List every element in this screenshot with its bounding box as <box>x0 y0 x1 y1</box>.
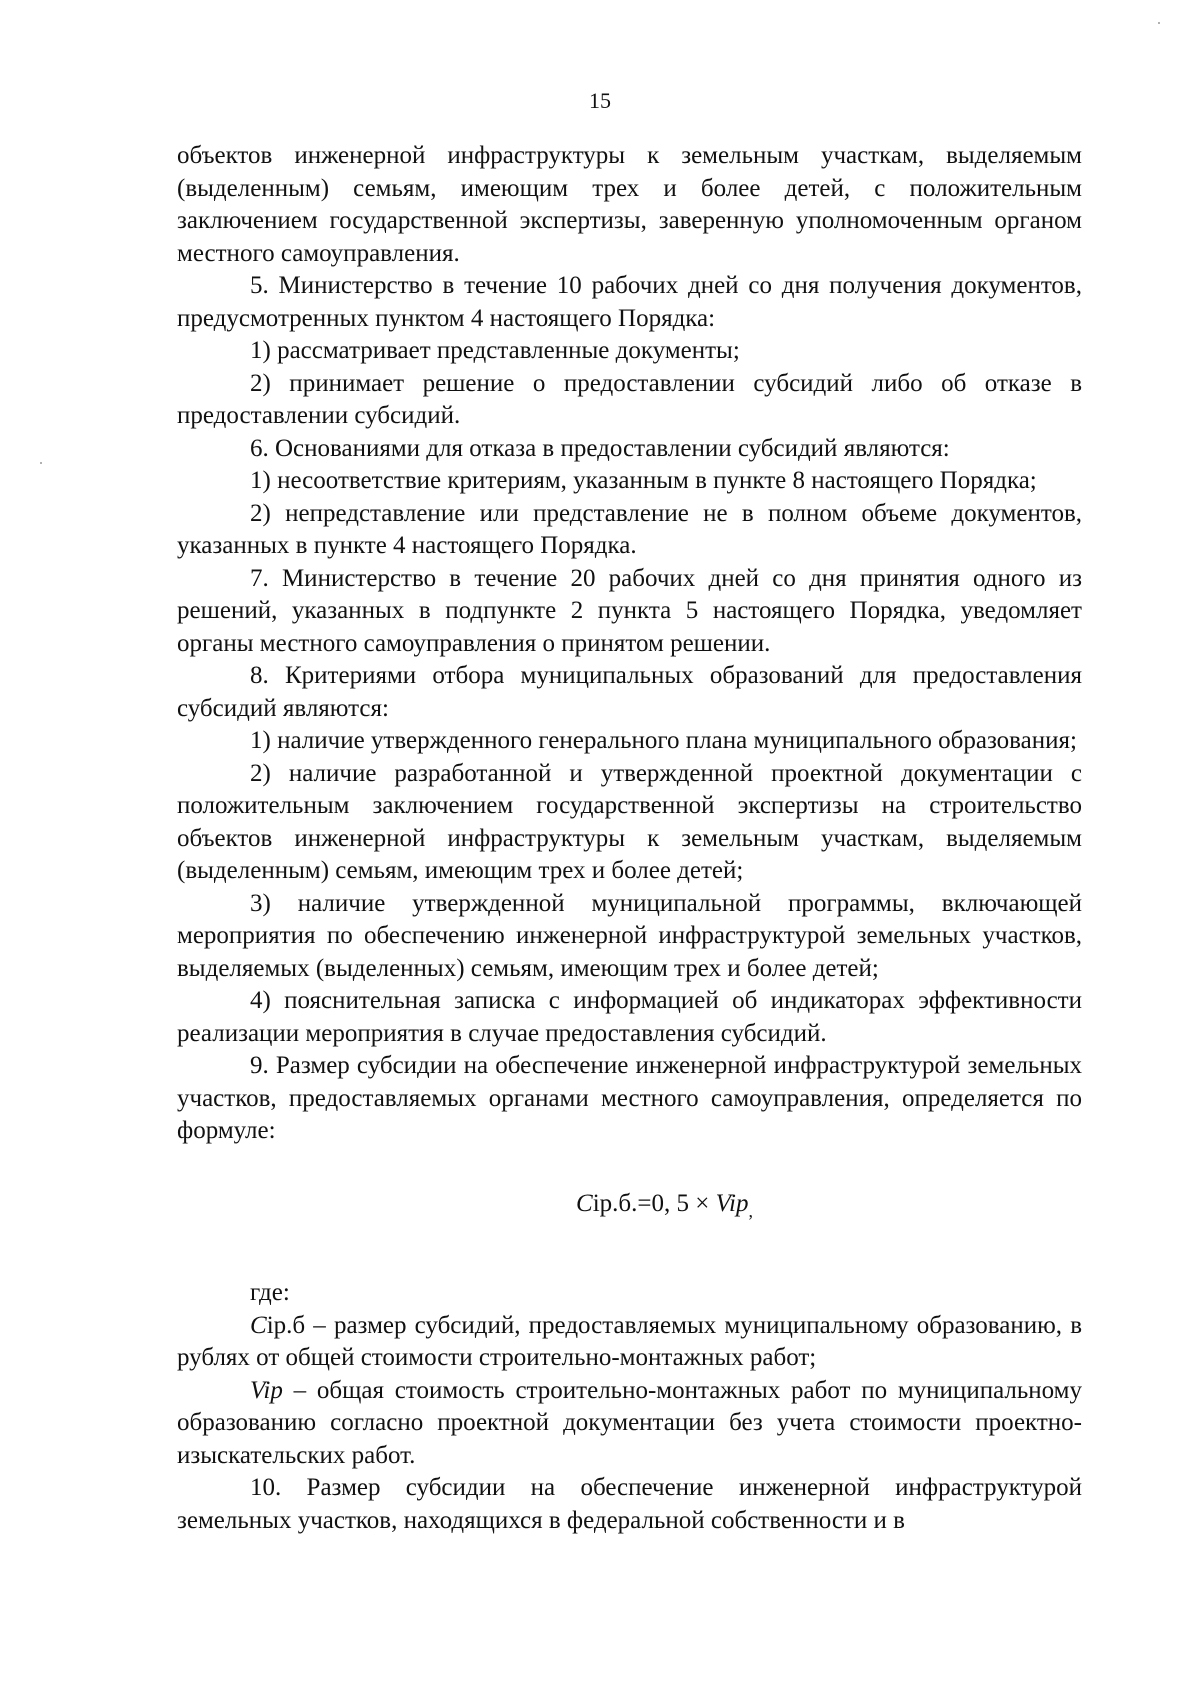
scan-speck <box>40 462 42 464</box>
definition-var-rest: ip.б <box>266 1311 306 1339</box>
paragraph: 1) несоответствие критериям, указанным в пункте 8 настоящего Порядка; <box>250 467 1037 494</box>
definition-text: – общая стоимость строительно-монтажных работ по муниципальному образованию согласно проектной документации без учета стоимости проектно-изыскательских работ. <box>177 1376 1082 1469</box>
paragraph: 8. Критериями отбора муниципальных образований для предоставления субсидий являются: <box>177 662 1082 722</box>
paragraph: 1) наличие утвержденного генерального плана муниципального образования; <box>250 727 1077 754</box>
paragraph: 2) непредставление или представление не в полном объеме документов, указанных в пункте 4 настоящего Порядка. <box>177 499 1082 559</box>
formula-c-sub: ip.б. <box>592 1189 638 1217</box>
definition-vip <box>177 1375 1082 1473</box>
page-number: 15 <box>589 88 611 113</box>
paragraph: 2) принимает решение о предоставлении субсидий либо об отказе в предоставлении субсидий. <box>177 369 1082 429</box>
scan-speck <box>1158 22 1160 24</box>
subsidy-formula <box>177 1188 1082 1228</box>
paragraph: 2) наличие разработанной и утвержденной проектной документации с положительным заключением государственной экспертизы на строительство объектов инженерной инфраструктуры к земельным участкам, выделяемым (выделенным) семьям, имеющим трех и более детей; <box>177 759 1082 884</box>
paragraph: 6. Основаниями для отказа в предоставлении субсидий являются: <box>250 434 950 462</box>
definition-text: – размер субсидий, предоставляемых муниципальному образованию, в рублях от общей стоимости строительно-монтажных работ; <box>177 1311 1082 1371</box>
paragraph: 3) наличие утвержденной муниципальной программы, включающей мероприятия по обеспечению инженерной инфраструктурой земельных участков, выделяемых (выделенных) семьям, имеющим трех и более детей; <box>177 889 1082 982</box>
paragraph: 4) пояснительная записка с информацией об индикаторах эффективности реализации мероприятия в случае предоставления субсидий. <box>177 987 1082 1047</box>
paragraph: 7. Министерство в течение 20 рабочих дней со дня принятия одного из решений, указанных в подпункте 2 пункта 5 настоящего Порядка, уведомляет органы местного самоуправления о принятом решении. <box>177 564 1082 657</box>
definition-var: C <box>250 1311 267 1339</box>
formula-v-var: Vip <box>715 1189 749 1217</box>
where-label: где: <box>250 1279 290 1306</box>
paragraph: 9. Размер субсидии на обеспечение инженерной инфраструктурой земельных участков, предоставляемых органами местного самоуправления, определяется по формуле: <box>177 1052 1082 1144</box>
document-body <box>177 140 1082 1537</box>
definition-var: Vip <box>250 1376 283 1404</box>
paragraph: 5. Министерство в течение 10 рабочих дней со дня получения документов, предусмотренных пунктом 4 настоящего Порядка: <box>177 272 1082 332</box>
formula-c-var: C <box>576 1189 593 1217</box>
paragraph: 10. Размер субсидии на обеспечение инженерной инфраструктурой земельных участков, находящихся в федеральной собственности и в <box>177 1474 1082 1534</box>
paragraph: объектов инженерной инфраструктуры к земельным участкам, выделяемым (выделенным) семьям, имеющим трех и более детей, с положительным заключением государственной экспертизы, заверенную уполномоченным органом местного самоуправления. <box>177 142 1082 267</box>
formula-times: × <box>695 1189 710 1217</box>
formula-equals-value: =0, 5 <box>637 1189 689 1217</box>
formula-comma: , <box>748 1200 753 1221</box>
paragraph: 1) рассматривает представленные документы; <box>250 337 740 364</box>
definition-c <box>177 1310 1082 1375</box>
